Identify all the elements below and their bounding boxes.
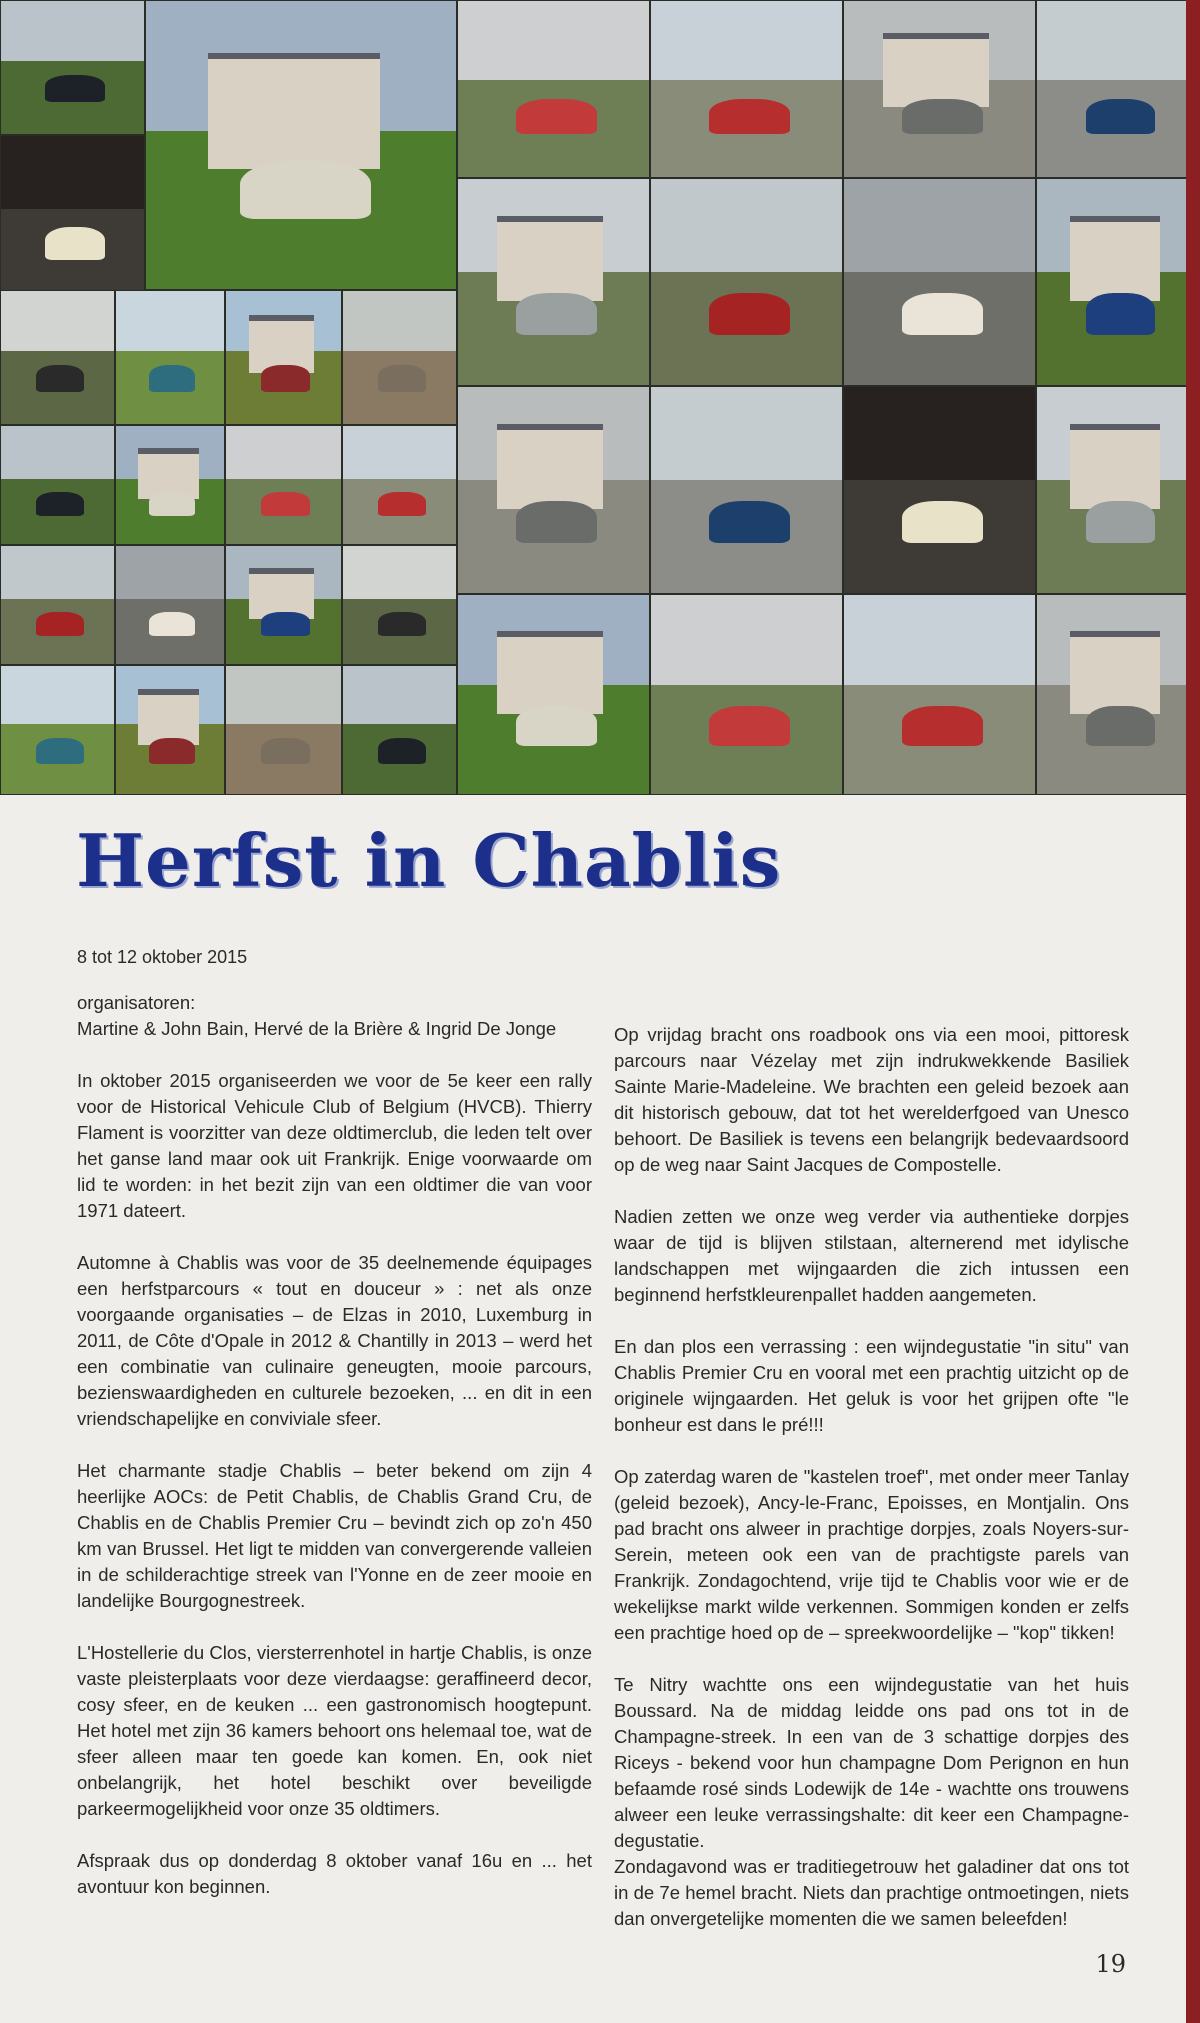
collage-photo	[843, 386, 1036, 594]
collage-photo	[342, 425, 457, 545]
photo-collage	[0, 0, 1200, 795]
paragraph: Zondagavond was er traditiegetrouw het galadiner dat ons tot in de 7e hemel bracht. Niets dan prachtige ontmoetingen, niets dan onvergetelijke momenten die we samen beleefden!	[614, 1856, 1129, 1929]
right-column	[614, 1022, 1129, 1958]
collage-photo	[0, 425, 115, 545]
paragraph: Het charmante stadje Chablis – beter bekend om zijn 4 heerlijke AOCs: de Petit Chablis, de Chablis Grand Cru, de Chablis en de Chablis Premier Cru – bevindt zich op zo'n 450 km van Brussel. Het ligt te midden van convergerende valleien in de schilderachtige streek van l'Yonne en de zeer mooie en landelijke Bourgognestreek.	[77, 1460, 592, 1611]
paragraph: En dan plos een verrassing : een wijndegustatie "in situ" van Chablis Premier Cru en vooral met een prachtig uitzicht op de originele wijngaarden. Het geluk is voor het grijpen ofte "le bonheur est dans le pré!!!	[614, 1336, 1129, 1435]
left-column	[77, 990, 592, 1926]
paragraph: organisatoren:	[77, 992, 196, 1013]
collage-photo	[225, 665, 342, 795]
collage-photo	[457, 0, 650, 178]
collage-photo	[342, 665, 457, 795]
collage-photo	[650, 386, 843, 594]
collage-photo	[342, 290, 457, 425]
page-number: 19	[1095, 1950, 1126, 1978]
collage-photo	[0, 0, 145, 135]
paragraph: Op zaterdag waren de "kastelen troef", met onder meer Tanlay (geleid bezoek), Ancy-le-Franc, Epoisses, en Montjalin. Ons pad bracht ons alweer in prachtige dorpjes, zoals Noyers-sur-Serein, meteen ook een van de prachtigste parels van Frankrijk. Zondagochtend, vrije tijd te Chablis voor wie er de wekelijkse markt wilde verkennen. Sommigen konden er zelfs een prachtige hoed op de – spreekwoordelijke – "kop" tikken!	[614, 1466, 1129, 1643]
collage-photo	[650, 0, 843, 178]
collage-photo	[0, 135, 145, 300]
collage-photo	[342, 545, 457, 665]
collage-photo	[1036, 386, 1200, 594]
collage-photo	[0, 290, 115, 425]
collage-photo	[457, 594, 650, 795]
article-title: Herfst in Chablis	[76, 818, 782, 903]
collage-photo	[843, 178, 1036, 386]
collage-photo	[115, 545, 225, 665]
paragraph: Op vrijdag bracht ons roadbook ons via een mooi, pittoresk parcours naar Vézelay met zijn indrukwekkende Basiliek Sainte Marie-Madeleine. We brachten een geleid bezoek aan dit historisch gebouw, dat tot het werelderfgoed van Unesco behoort. De Basiliek is tevens een belangrijk bedevaardsoord op de weg naar Saint Jacques de Compostelle.	[614, 1024, 1129, 1175]
collage-photo	[225, 290, 342, 425]
collage-photo	[457, 386, 650, 594]
collage-photo	[1036, 0, 1200, 178]
collage-photo	[115, 290, 225, 425]
paragraph: In oktober 2015 organiseerden we voor de 5e keer een rally voor de Historical Vehicule Club of Belgium (HVCB). Thierry Flament is voorzitter van deze oldtimerclub, die leden telt over het ganse land maar ook uit Frankrijk. Enige voorwaarde om lid te worden: in het bezit zijn van een oldtimer die van voor 1971 dateert.	[77, 1070, 592, 1221]
paragraph: Afspraak dus op donderdag 8 oktober vanaf 16u en ... het avontuur kon beginnen.	[77, 1850, 592, 1897]
collage-photo	[843, 594, 1036, 795]
collage-photo	[1036, 594, 1200, 795]
collage-photo	[145, 0, 457, 290]
collage-photo	[225, 545, 342, 665]
paragraph: L'Hostellerie du Clos, viersterrenhotel in hartje Chablis, is onze vaste pleisterplaats voor deze vierdaagse: geraffineerd decor, cosy sfeer, en de keuken ... een gastronomisch hoogtepunt. Het hotel met zijn 36 kamers behoort ons helemaal toe, wat de sfeer alleen maar ten goede kan komen. En, ook niet onbelangrijk, het hotel beschikt over beveiligde parkeermogelijkheid voor onze 35 oldtimers.	[77, 1642, 592, 1819]
collage-photo	[225, 425, 342, 545]
collage-photo	[0, 545, 115, 665]
collage-photo	[457, 178, 650, 386]
collage-photo	[0, 665, 115, 795]
collage-photo	[115, 665, 225, 795]
paragraph: Automne à Chablis was voor de 35 deelnemende équipages een herfstparcours « tout en douceur » : net als onze voorgaande organisaties – de Elzas in 2010, Luxemburg in 2011, de Côte d'Opale in 2012 & Chantilly in 2013 – werd het een combinatie van culinaire geneugten, mooie parcours, bezienswaardigheden en culturele bezoeken, ... en dit in een vriendschapelijke en conviviale sfeer.	[77, 1252, 592, 1429]
collage-photo	[650, 594, 843, 795]
paragraph: Te Nitry wachtte ons een wijndegustatie van het huis Boussard. Na de middag leidde ons pad ons tot in de Champagne-streek. In een van de 3 schattige dorpjes des Riceys - bekend voor hun champagne Dom Perignon en hun befaamde rosé sinds Lodewijk de 14e - wachtte ons trouwens alweer een leuke verrassingshalte: dit keer een Champagne-degustatie.	[614, 1674, 1129, 1851]
collage-photo	[115, 425, 225, 545]
article-dates: 8 tot 12 oktober 2015	[77, 947, 248, 967]
collage-photo	[650, 178, 843, 386]
collage-photo	[843, 0, 1036, 178]
collage-photo	[1036, 178, 1200, 386]
paragraph: Nadien zetten we onze weg verder via authentieke dorpjes waar de tijd is blijven stilstaan, alternerend met idylische landschappen met wijngaarden die zich intussen een beginnend herfstkleurenpallet hadden aangemeten.	[614, 1206, 1129, 1305]
page-edge	[1186, 0, 1200, 2023]
paragraph: Martine & John Bain, Hervé de la Brière & Ingrid De Jonge	[77, 1018, 557, 1039]
